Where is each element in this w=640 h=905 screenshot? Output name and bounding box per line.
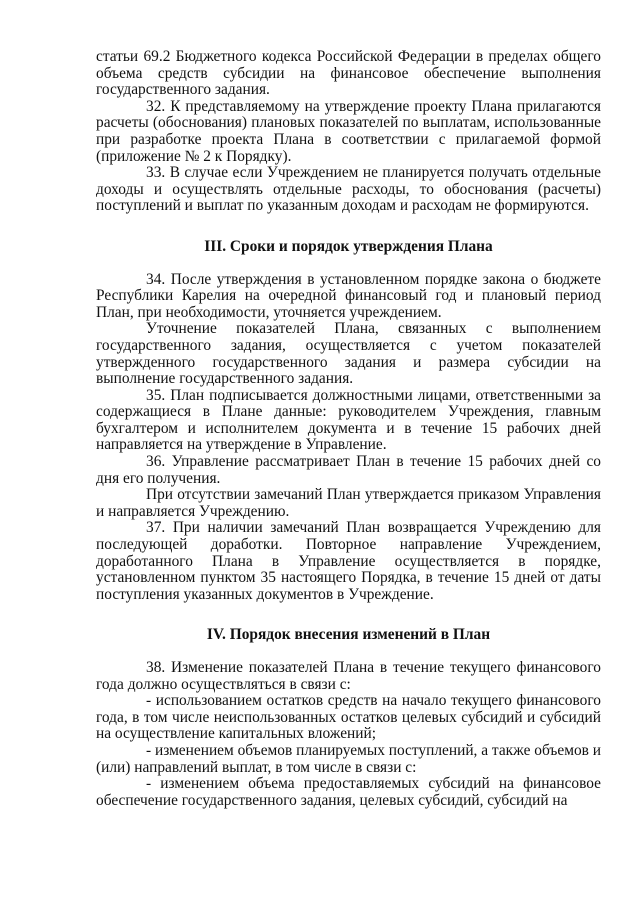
paragraph-33: 33. В случае если Учреждением не планируется получать отдельные доходы и осуществлять отдельные расходы, то обоснования (расчеты) поступлений и выплат по указанным доходам и расходам не формируются. [96,164,601,215]
paragraph-32: 32. К представляемому на утверждение проекту Плана прилагаются расчеты (обоснования) плановых показателей по выплатам, использованные при разработке проекта Плана в соответствии с прилагаемой формой (приложение № 2 к Порядку). [96,97,601,165]
section-heading-3: III. Сроки и порядок утверждения Плана [204,237,493,255]
paragraph-34: 34. После утверждения в установленном порядке закона о бюджете Республики Карелия на очередной финансовый год и плановый период План, при необходимости, уточняется учреждением. [96,270,601,321]
list-item-volumes: - изменением объемов планируемых поступлений, а также объемов и (или) направлений выплат, в том числе в связи с: [96,741,601,776]
paragraph-35: 35. План подписывается должностными лицами, ответственными за содержащиеся в Плане данные: руководителем Учреждения, главным бухгалтером и исполнителем документа и в течение 15 рабочих дней направляется на утверждение в Управление. [96,386,601,454]
paragraph-continuation: статьи 69.2 Бюджетного кодекса Российской Федерации в пределах общего объема средств субсидии на финансовое обеспечение выполнения государственного задания. [96,48,601,99]
section-heading-4: IV. Порядок внесения изменений в План [206,626,491,644]
paragraph-37: 37. При наличии замечаний План возвращается Учреждению для последующей доработки. Повторное направление Учреждением, доработанного Плана в Управление осуществляется в порядке, установленном пунктом 35 настоящего Порядка, в течение 15 дней от даты поступления указанных документов в Учреждение. [96,519,601,603]
list-item-subsidies: - изменением объема предоставляемых субсидий на финансовое обеспечение государственного задания, целевых субсидий, субсидий на [96,775,601,809]
paragraph-36-approval: При отсутствии замечаний План утверждается приказом Управления и направляется Учреждению. [96,486,601,520]
paragraph-36: 36. Управление рассматривает План в течение 15 рабочих дней со дня его получения. [96,453,601,487]
paragraph-34-clarification: Уточнение показателей Плана, связанных с выполнением государственного задания, осуществляется с учетом показателей утвержденного государственного задания и размера субсидии на выполнение государственного задания. [96,320,601,388]
paragraph-38: 38. Изменение показателей Плана в течение текущего финансового года должно осуществляться в связи с: [96,659,601,693]
list-item-remainders: - использованием остатков средств на начало текущего финансового года, в том числе неиспользованных остатков целевых субсидий и субсидий на осуществление капитальных вложений; [96,692,601,743]
